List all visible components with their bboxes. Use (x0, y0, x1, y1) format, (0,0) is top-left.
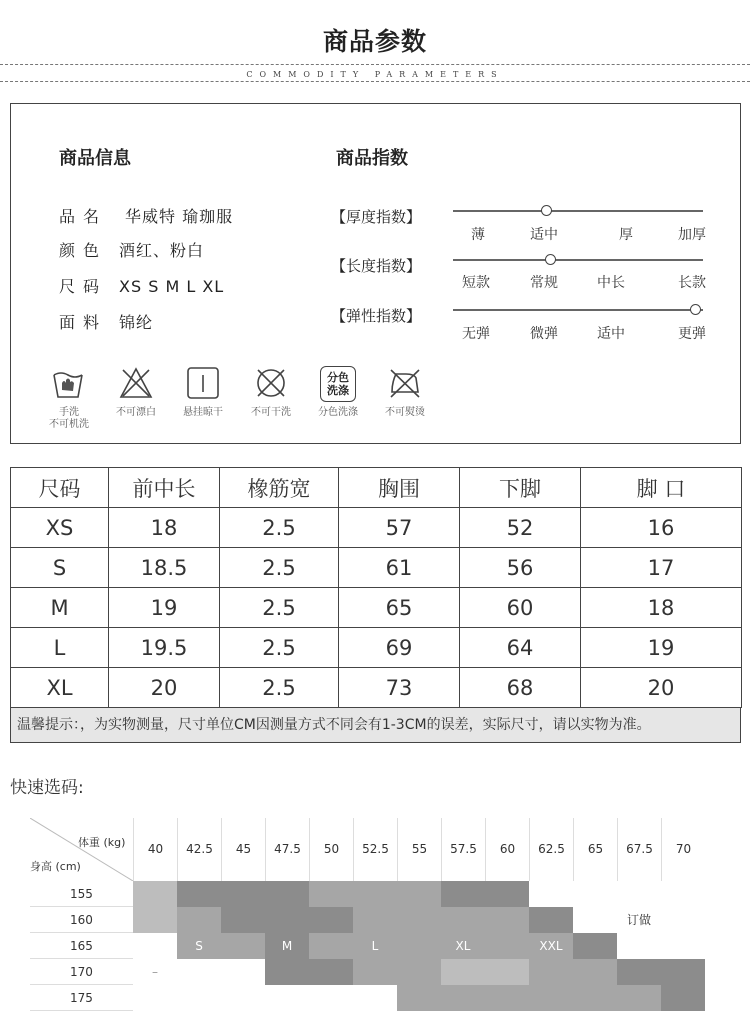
weight-header: 55 (397, 818, 441, 881)
height-row-label: 175 (30, 985, 133, 1011)
info-row-color (59, 238, 204, 261)
care-label: 不可熨烫 (385, 407, 425, 418)
wash-separately-icon: 分色 洗涤 (320, 366, 356, 402)
size-cell (309, 881, 353, 907)
size-cell (661, 985, 705, 1011)
no-dry-clean-icon (254, 366, 288, 400)
care-label: 分色洗涤 (318, 407, 358, 418)
dash-mark: – (152, 965, 158, 979)
size-cell (309, 933, 353, 959)
info-value: 酒红、粉白 (119, 241, 205, 260)
size-cell (177, 907, 221, 933)
size-cell (617, 959, 661, 985)
table-cell: 2.5 (220, 508, 339, 548)
page-subtitle: COMMODITY PARAMETERS (246, 70, 504, 79)
tick: 更弹 (678, 326, 706, 342)
table-cell: M (11, 588, 109, 628)
table-cell: 20 (109, 668, 220, 708)
product-info-panel (10, 103, 741, 444)
table-header-cell: 胸围 (339, 468, 460, 508)
table-cell: 18 (109, 508, 220, 548)
info-row-fabric (59, 310, 153, 333)
size-cell (485, 933, 529, 959)
length-scale (453, 259, 703, 261)
size-cell (177, 881, 221, 907)
table-cell: 19 (109, 588, 220, 628)
table-header-cell: 前中长 (109, 468, 220, 508)
care-label: 悬挂晾干 (183, 407, 223, 418)
table-cell: 61 (339, 548, 460, 588)
table-cell: 52 (460, 508, 581, 548)
care-label: 不可干洗 (251, 407, 291, 418)
height-axis-label: 身高 (cm) (30, 860, 81, 873)
custom-order-label: 订做 (626, 913, 651, 927)
size-cell (485, 959, 529, 985)
table-row (11, 588, 742, 628)
table-cell: 65 (339, 588, 460, 628)
table-header-cell: 橡筋宽 (220, 468, 339, 508)
size-cell (133, 881, 177, 907)
thickness-marker (541, 205, 552, 216)
table-cell: 2.5 (220, 628, 339, 668)
size-cell (529, 959, 573, 985)
size-cell (485, 881, 529, 907)
size-cell (309, 907, 353, 933)
tick: 加厚 (678, 227, 706, 243)
size-cell (221, 907, 265, 933)
size-cell (441, 907, 485, 933)
size-cell (485, 985, 529, 1011)
table-row (11, 508, 742, 548)
table-row (11, 668, 742, 708)
size-cell (441, 881, 485, 907)
weight-axis-label: 体重 (kg) (78, 836, 126, 849)
tick: 短款 (462, 275, 490, 291)
quick-select-label: 快速选码: (10, 778, 84, 798)
height-row-label: 160 (30, 907, 133, 933)
table-header-cell: 下脚 (460, 468, 581, 508)
info-row-name (59, 204, 233, 227)
table-cell: 73 (339, 668, 460, 708)
divider (0, 64, 750, 65)
tick: 常规 (530, 275, 558, 291)
table-cell: 64 (460, 628, 581, 668)
size-label: XL (455, 939, 471, 953)
table-cell: 60 (460, 588, 581, 628)
table-row (11, 548, 742, 588)
size-label: S (195, 939, 203, 953)
info-row-size (59, 274, 224, 297)
tick: 微弹 (530, 326, 558, 342)
info-value: 华威特 瑜珈服 (125, 207, 234, 226)
care-label: 手洗 不可机洗 (49, 407, 89, 430)
table-cell: 20 (581, 668, 742, 708)
length-label: 【长度指数】 (331, 257, 422, 275)
page-title: 商品参数 (322, 27, 427, 56)
table-cell: 56 (460, 548, 581, 588)
table-cell: 16 (581, 508, 742, 548)
size-table (10, 467, 742, 708)
tick: 适中 (597, 326, 625, 342)
size-recommendation-grid (30, 818, 722, 1014)
table-row (11, 628, 742, 668)
no-bleach-icon (119, 366, 153, 400)
care-label: 不可漂白 (116, 407, 156, 418)
thickness-label: 【厚度指数】 (331, 208, 422, 226)
table-header-row (11, 468, 742, 508)
weight-header: 60 (485, 818, 529, 881)
table-cell: 2.5 (220, 588, 339, 628)
info-label: 颜色 (59, 241, 108, 260)
hand-wash-icon (51, 366, 85, 400)
size-cell (573, 985, 617, 1011)
table-cell: 2.5 (220, 668, 339, 708)
tick: 薄 (471, 227, 485, 243)
table-cell: XL (11, 668, 109, 708)
weight-header: 57.5 (441, 818, 485, 881)
weight-header: 70 (661, 818, 705, 881)
size-cell (397, 985, 441, 1011)
weight-header: 52.5 (353, 818, 397, 881)
size-cell (573, 959, 617, 985)
size-cell (133, 907, 177, 933)
size-label: L (371, 939, 379, 953)
table-header-cell: 尺码 (11, 468, 109, 508)
table-cell: 69 (339, 628, 460, 668)
table-header-cell: 脚 口 (581, 468, 742, 508)
size-cell (573, 933, 617, 959)
tick: 适中 (530, 227, 558, 243)
table-cell: S (11, 548, 109, 588)
table-cell: 18 (581, 588, 742, 628)
size-cell (529, 985, 573, 1011)
table-cell: XS (11, 508, 109, 548)
index-heading: 商品指数 (336, 148, 408, 169)
size-cell (221, 933, 265, 959)
elasticity-label: 【弹性指数】 (331, 307, 422, 325)
weight-header: 67.5 (617, 818, 661, 881)
no-iron-icon (388, 366, 422, 400)
size-cell (397, 907, 441, 933)
thickness-scale (453, 210, 703, 212)
weight-header: 42.5 (177, 818, 221, 881)
size-cell (353, 907, 397, 933)
elasticity-marker (690, 304, 701, 315)
tick: 无弹 (462, 326, 490, 342)
divider (0, 81, 750, 82)
size-cell (485, 907, 529, 933)
size-cell (397, 933, 441, 959)
size-cell (353, 881, 397, 907)
table-cell: 57 (339, 508, 460, 548)
weight-header: 62.5 (529, 818, 573, 881)
height-row-label: 165 (30, 933, 133, 959)
measurement-tip: 温馨提示：，为实物测量，尺寸单位CM因测量方式不同会有1-3CM的误差，实际尺寸，请以实物为准。 (10, 708, 741, 743)
size-label: XXL (539, 939, 563, 953)
info-label: 品名 (59, 207, 108, 226)
info-label: 尺码 (59, 277, 108, 296)
table-cell: 17 (581, 548, 742, 588)
hang-dry-icon (186, 366, 220, 400)
size-cell (441, 959, 485, 985)
weight-header: 47.5 (265, 818, 309, 881)
weight-header: 65 (573, 818, 617, 881)
size-cell (397, 881, 441, 907)
table-cell: 19.5 (109, 628, 220, 668)
weight-header: 45 (221, 818, 265, 881)
table-cell: 18.5 (109, 548, 220, 588)
size-cell (265, 907, 309, 933)
size-label: M (281, 939, 293, 953)
info-label: 面料 (59, 313, 108, 332)
size-cell (265, 881, 309, 907)
length-marker (545, 254, 556, 265)
size-cell (617, 985, 661, 1011)
table-cell: L (11, 628, 109, 668)
table-cell: 2.5 (220, 548, 339, 588)
weight-header: 50 (309, 818, 353, 881)
info-value: XS S M L XL (119, 277, 225, 296)
info-heading: 商品信息 (59, 148, 131, 169)
elasticity-scale (453, 309, 703, 311)
table-cell: 68 (460, 668, 581, 708)
tick: 长款 (678, 275, 706, 291)
tick: 中长 (597, 275, 625, 291)
height-row-label: 170 (30, 959, 133, 985)
size-cell (221, 881, 265, 907)
info-value: 锦纶 (119, 313, 154, 332)
weight-header: 40 (133, 818, 177, 881)
size-cell (661, 959, 705, 985)
table-cell: 19 (581, 628, 742, 668)
size-cell (353, 959, 397, 985)
size-cell (441, 985, 485, 1011)
size-cell (397, 959, 441, 985)
size-cell (265, 959, 309, 985)
tick: 厚 (619, 227, 633, 243)
height-row-label: 155 (30, 881, 133, 907)
size-cell (309, 959, 353, 985)
size-cell (529, 907, 573, 933)
